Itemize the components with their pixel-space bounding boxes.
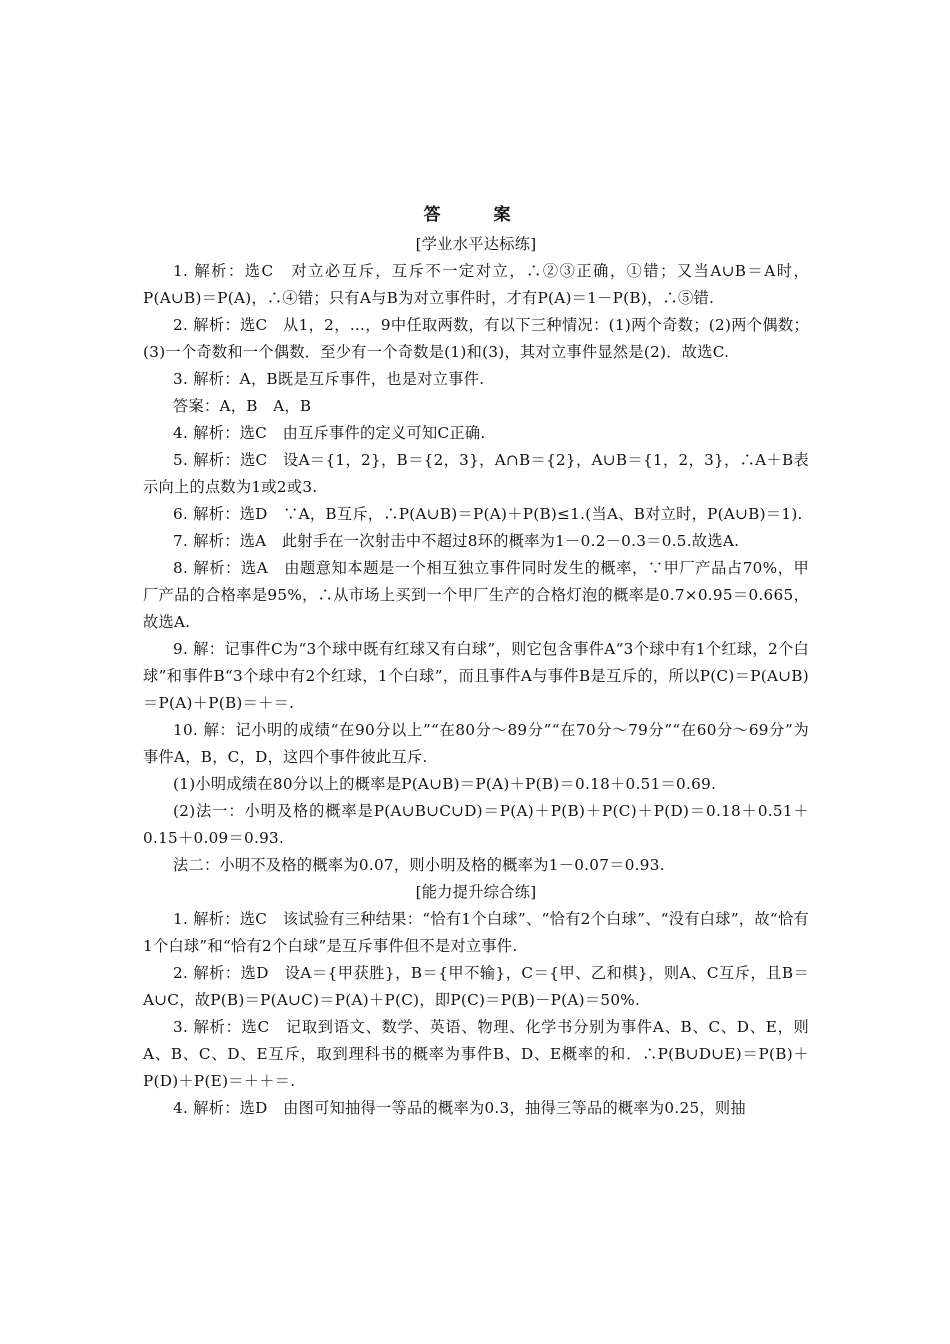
answer-item: (1)小明成绩在80分以上的概率是P(A∪B)＝P(A)＋P(B)＝0.18＋0.51＝0.69.: [173, 775, 717, 793]
answer-item: 9. 解：记事件C为“3个球中既有红球又有白球”，则它包含事件A“3个球中有1个红球，2个白球”和事件B“3个球中有2个红球，1个白球”，而且事件A与事件B是互斥的，所以P(C)＝P(A∪B)＝P(A)＋P(B)＝＋＝.: [143, 640, 809, 712]
answer-page: [143, 200, 809, 1122]
page-title: 答 案: [423, 205, 529, 225]
answer-item: 4. 解析：选C 由互斥事件的定义可知C正确.: [173, 424, 486, 442]
answer-item: 答案：A，B A，B: [173, 397, 312, 415]
section-heading: [能力提升综合练]: [415, 883, 537, 901]
answer-item: 1. 解析：选C 该试验有三种结果：“恰有1个白球”、“恰有2个白球”、“没有白球”，故“恰有1个白球”和“恰有2个白球”是互斥事件但不是对立事件.: [143, 910, 809, 955]
answer-item: 6. 解析：选D ∵A，B互斥，∴P(A∪B)＝P(A)＋P(B)≤1.(当A、B对立时，P(A∪B)＝1).: [173, 505, 803, 523]
answer-item: 法二：小明不及格的概率为0.07，则小明及格的概率为1－0.07＝0.93.: [173, 856, 665, 874]
answer-item: 1. 解析：选C 对立必互斥，互斥不一定对立，∴②③正确，①错；又当A∪B＝A时，P(A∪B)＝P(A)，∴④错；只有A与B为对立事件时，才有P(A)＝1－P(B)，∴⑤错.: [143, 262, 809, 307]
answer-item: 3. 解析：A，B既是互斥事件，也是对立事件.: [173, 370, 485, 388]
answer-item: 8. 解析：选A 由题意知本题是一个相互独立事件同时发生的概率，∵甲厂产品占70%，甲厂产品的合格率是95%，∴从市场上买到一个甲厂生产的合格灯泡的概率是0.7×0.95＝0.665，故选A.: [143, 559, 809, 631]
answer-item: 5. 解析：选C 设A＝{1，2}，B＝{2，3}，A∩B＝{2}，A∪B＝{1，2，3}，∴A＋B表示向上的点数为1或2或3.: [143, 451, 809, 496]
answer-item: 10. 解：记小明的成绩“在90分以上”“在80分～89分”“在70分～79分”“在60分～69分”为事件A，B，C，D，这四个事件彼此互斥.: [143, 721, 809, 766]
answer-item: 7. 解析：选A 此射手在一次射击中不超过8环的概率为1－0.2－0.3＝0.5.故选A.: [173, 532, 740, 550]
answer-item: 2. 解析：选D 设A＝{甲获胜}，B＝{甲不输}，C＝{甲、乙和棋}，则A、C互斥，且B＝A∪C，故P(B)＝P(A∪C)＝P(A)＋P(C)，即P(C)＝P(B)－P(A)＝50%.: [143, 964, 809, 1009]
answer-item: (2)法一：小明及格的概率是P(A∪B∪C∪D)＝P(A)＋P(B)＋P(C)＋P(D)＝0.18＋0.51＋0.15＋0.09＝0.93.: [143, 802, 809, 847]
answer-item: 2. 解析：选C 从1，2，…，9中任取两数，有以下三种情况：(1)两个奇数；(2)两个偶数；(3)一个奇数和一个偶数．至少有一个奇数是(1)和(3)，其对立事件显然是(2)．故选C.: [143, 316, 809, 361]
section-heading: [学业水平达标练]: [415, 235, 537, 253]
answer-item: 3. 解析：选C 记取到语文、数学、英语、物理、化学书分别为事件A、B、C、D、E，则A、B、C、D、E互斥，取到理科书的概率为事件B、D、E概率的和．∴P(B∪D∪E)＝P(B)＋P(D)＋P(E)＝＋＋＝.: [143, 1018, 809, 1090]
answer-item: 4. 解析：选D 由图可知抽得一等品的概率为0.3，抽得三等品的概率为0.25，则抽: [173, 1099, 746, 1117]
